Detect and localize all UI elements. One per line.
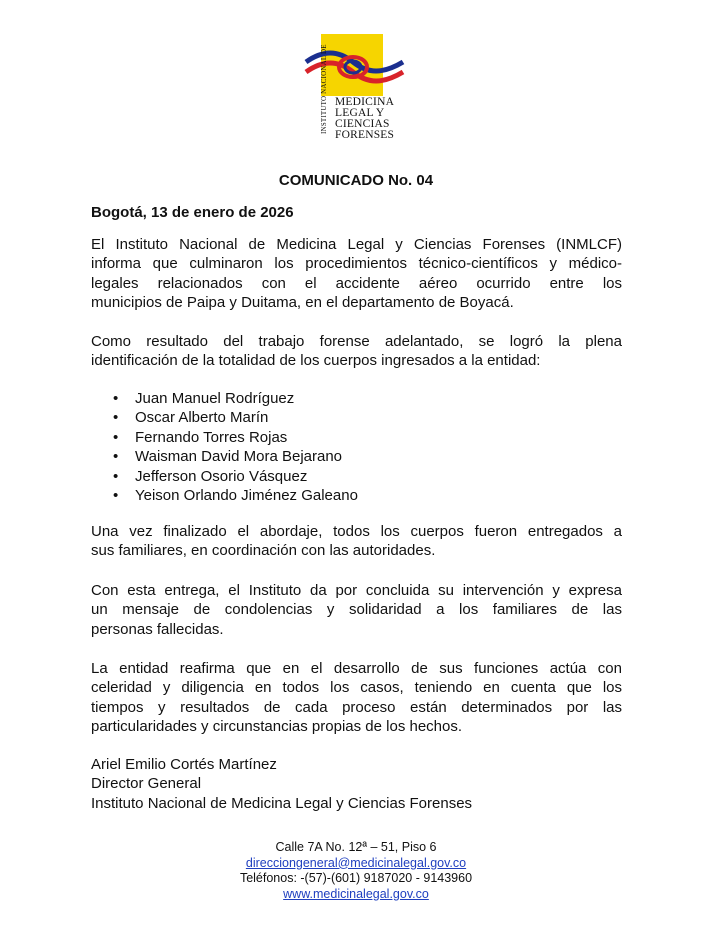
signer-role: Director General — [91, 775, 202, 793]
list-item — [113, 486, 358, 505]
text-line: legales relacionados con el accidente aéreo ocurrido entre los — [91, 274, 622, 292]
bullet: • — [113, 409, 119, 427]
logo-line: MEDICINA — [335, 96, 395, 108]
list-item — [113, 428, 358, 447]
footer — [0, 840, 712, 902]
logo-line: CIENCIAS — [335, 118, 390, 130]
victim-name: Jefferson Osorio Vásquez — [135, 467, 308, 485]
text-line: personas fallecidas. — [91, 620, 224, 638]
logo-line: FORENSES — [335, 129, 395, 141]
victim-name: Juan Manuel Rodríguez — [135, 390, 295, 407]
list-item — [113, 389, 358, 408]
paragraph-delivery — [91, 522, 622, 561]
list-item — [113, 447, 358, 466]
bullet: • — [113, 428, 119, 446]
signer-name: Ariel Emilio Cortés Martínez — [91, 756, 277, 773]
victim-name: Oscar Alberto Marín — [135, 409, 269, 427]
text-line: informa que culminaron los procedimientos técnico-científicos y médico- — [91, 255, 622, 273]
bullet: • — [113, 467, 119, 485]
bullet: • — [113, 448, 119, 466]
bullet: • — [113, 487, 119, 505]
footer-website-link[interactable]: www.medicinalegal.gov.co — [283, 886, 429, 901]
text-line: Una vez finalizado el abordaje, todos los cuerpos fueron entregados a — [91, 523, 622, 540]
signer-organization: Instituto Nacional de Medicina Legal y Ciencias Forenses — [91, 794, 473, 812]
text-line: Con esta entrega, el Instituto da por concluida su intervención y expresa — [91, 582, 622, 599]
logo-eye-emblem — [303, 34, 409, 100]
text-line: identificación de la totalidad de los cuerpos ingresados a la entidad: — [91, 352, 541, 370]
text-line: celeridad y diligencia en todos los casos, teniendo en cuenta que los — [91, 679, 622, 697]
text-line: Como resultado del trabajo forense adelantado, se logró la plena — [91, 333, 622, 350]
inmlcf-logo — [303, 34, 409, 154]
paragraph-reaffirmation — [91, 659, 622, 737]
text-line: particularidades y circunstancias propias de los hechos. — [91, 718, 463, 736]
victim-name: Waisman David Mora Bejarano — [135, 448, 343, 466]
signature-block — [91, 755, 472, 813]
paragraph-condolences — [91, 581, 622, 639]
communique-title: COMUNICADO No. 04 — [278, 172, 434, 189]
text-line: sus familiares, en coordinación con las autoridades. — [91, 542, 436, 560]
paragraph-intro — [91, 235, 622, 313]
victim-name: Fernando Torres Rojas — [135, 428, 288, 446]
text-line: La entidad reafirma que en el desarrollo de sus funciones actúa con — [91, 660, 622, 677]
victim-name: Yeison Orlando Jiménez Galeano — [135, 487, 358, 505]
logo-wordmark — [335, 97, 394, 141]
text-line: municipios de Paipa y Duitama, en el departamento de Boyacá. — [91, 294, 514, 312]
footer-email-link[interactable]: direcciongeneral@medicinalegal.gov.co — [245, 855, 467, 870]
footer-phones: Teléfonos: -(57)-(601) 9187020 - 9143960 — [239, 871, 473, 886]
paragraph-identification — [91, 332, 622, 371]
list-item — [113, 467, 358, 486]
logo-side-text: INSTITUTO NACIONAL DE — [320, 44, 328, 134]
victims-list — [113, 389, 358, 505]
text-line: El Instituto Nacional de Medicina Legal y Ciencias Forenses (INMLCF) — [91, 236, 622, 253]
communique-date: Bogotá, 13 de enero de 2026 — [91, 204, 294, 221]
bullet: • — [113, 390, 119, 407]
logo-line: LEGAL Y — [335, 107, 385, 119]
text-line: un mensaje de condolencias y solidaridad a los familiares de las — [91, 601, 622, 619]
footer-address: Calle 7A No. 12ª – 51, Piso 6 — [275, 840, 437, 854]
text-line: tiempos y resultados de cada proceso están determinados por las — [91, 698, 622, 716]
list-item — [113, 408, 358, 427]
